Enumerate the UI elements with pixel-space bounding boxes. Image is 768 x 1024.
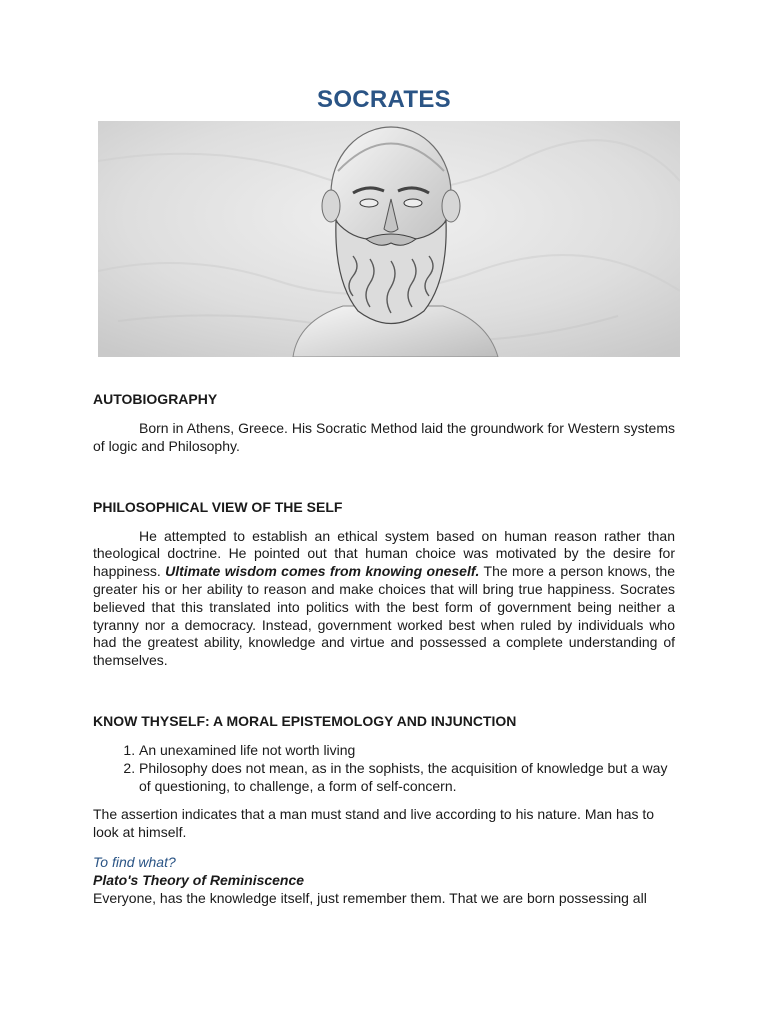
philosophical-view-heading: PHILOSOPHICAL VIEW OF THE SELF bbox=[93, 498, 343, 515]
emphasis-text: Ultimate wisdom comes from knowing oneself. bbox=[165, 563, 480, 580]
question-text: To find what? bbox=[93, 853, 176, 870]
document-body bbox=[93, 390, 675, 907]
numbered-list bbox=[93, 742, 675, 795]
list-item: 2. Philosophy does not mean, as in the sophists, the acquisition of knowledge but a way of questioning, to challenge, a form of self-concern. bbox=[139, 760, 675, 796]
assertion-paragraph: The assertion indicates that a man must stand and live according to his nature. Man has to look at himself. bbox=[93, 806, 655, 841]
theory-paragraph: Everyone, has the knowledge itself, just remember them. That we are born possessing all bbox=[93, 889, 647, 906]
paragraph-text-before: He attempted to establish an ethical system based on human reason rather than theological doctrine. He pointed out that human choice was motivated by the desire for happiness. bbox=[93, 527, 675, 580]
socrates-bust-image bbox=[98, 121, 680, 357]
autobiography-heading: AUTOBIOGRAPHY bbox=[93, 391, 218, 407]
page-title: SOCRATES bbox=[317, 86, 451, 113]
autobiography-paragraph: Born in Athens, Greece. His Socratic Method laid the groundwork for Western systems of logic and Philosophy. bbox=[93, 420, 675, 454]
know-thyself-heading: KNOW THYSELF: A MORAL EPISTEMOLOGY AND INJUNCTION bbox=[93, 712, 517, 729]
paragraph-text-after: The more a person knows, the greater his or her ability to reason and make choices that will bring true happiness. Socrates believed that this translated into politics with the best form of government being neither a tyranny nor a democracy. Instead, government worked best when ruled by individuals who had the greatest ability, knowledge and virtue and possessed a complete understanding of themselves. bbox=[93, 563, 676, 669]
theory-heading: Plato's Theory of Reminiscence bbox=[93, 871, 305, 888]
list-item: 1. An unexamined life not worth living bbox=[139, 742, 675, 760]
philosophical-view-paragraph bbox=[93, 528, 675, 670]
